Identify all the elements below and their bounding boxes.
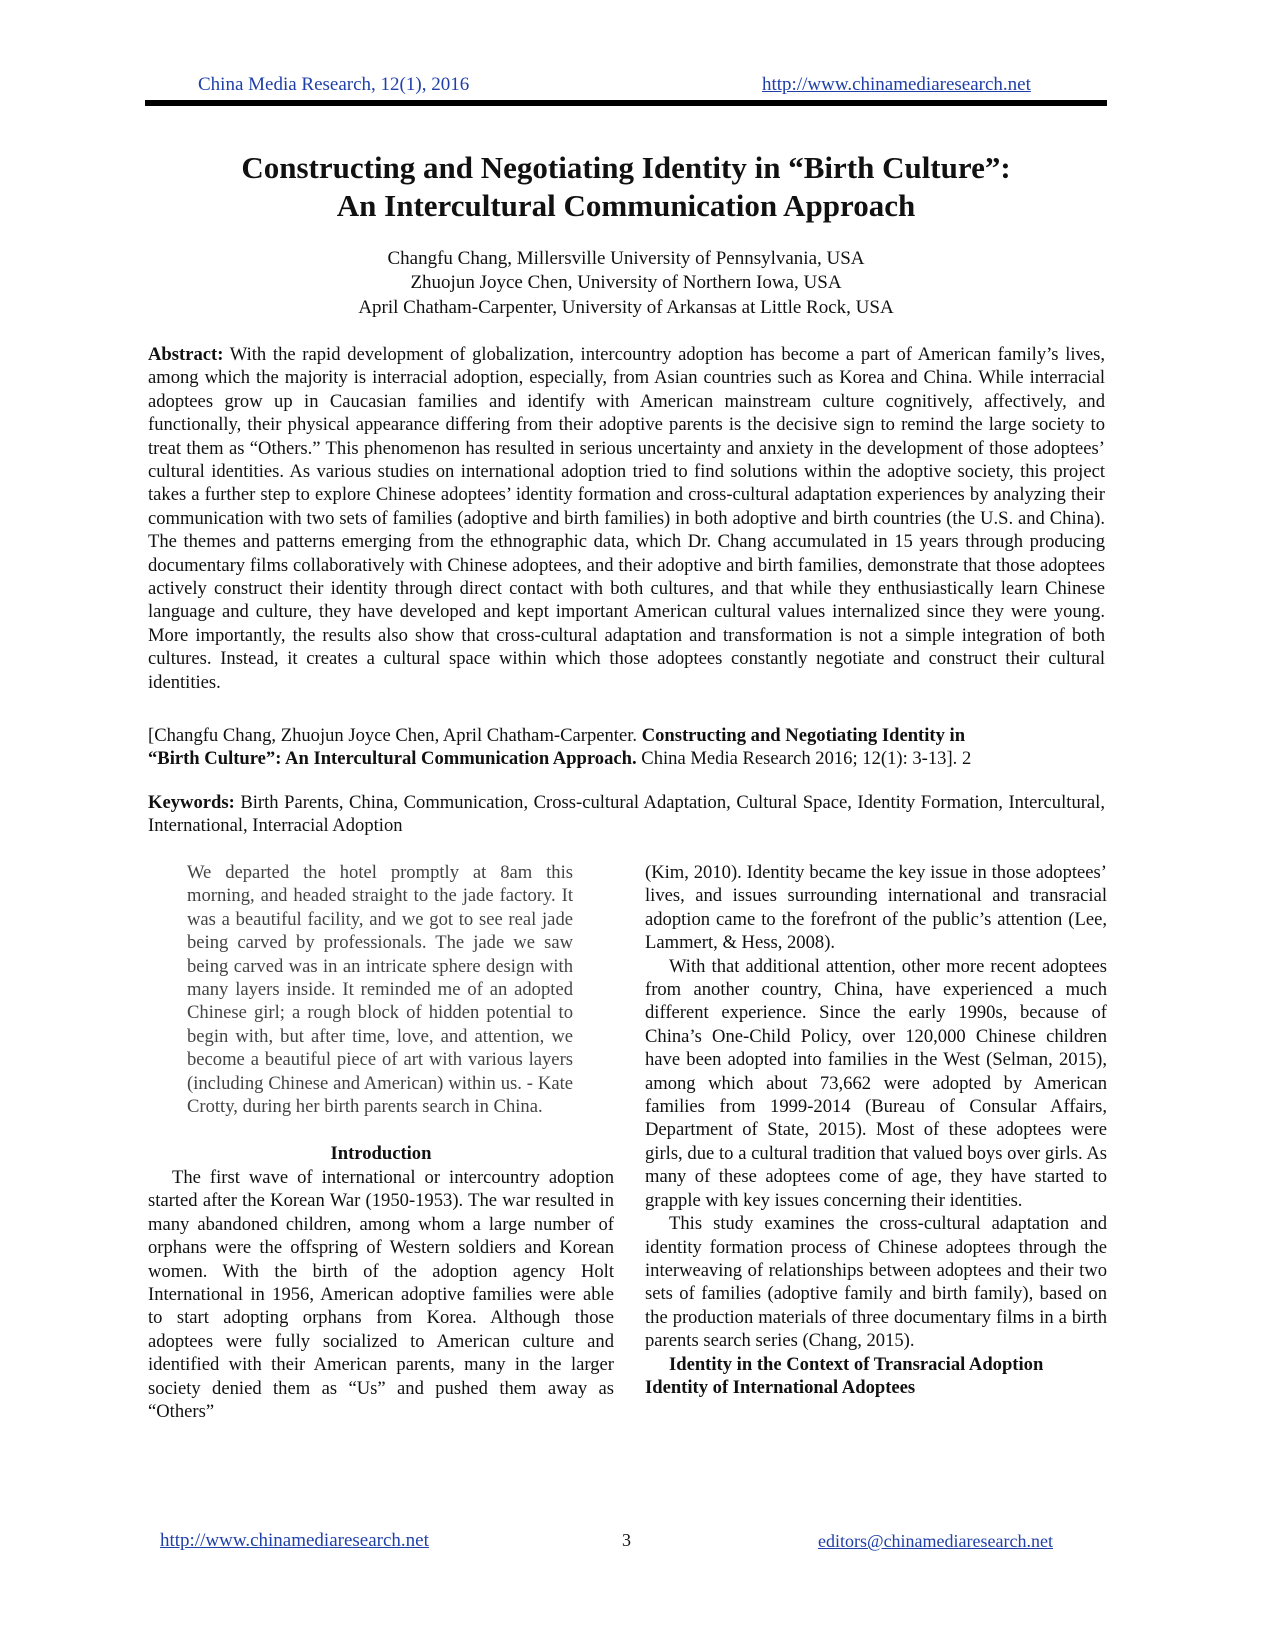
left-column [148,861,614,1423]
author-3: April Chatham-Carpenter, University of Arkansas at Little Rock, USA [358,297,894,318]
journal-header: China Media Research, 12(1), 2016 [198,74,470,95]
abstract [148,343,1105,694]
epigraph-quote: We departed the hotel promptly at 8am this morning, and headed straight to the jade factory. It was a beautiful facility, and we got to see real jade being carved by professionals. The jade we saw being carved was in an intricate sphere design with many layers inside. It reminded me of an adopted Chinese girl; a rough block of hidden potential to begin with, but after time, love, and attention, we become a beautiful piece of art with various layers (including Chinese and American) within us. - Kate Crotty, during her birth parents search in China. [187,862,573,1118]
right-paragraph-3: This study examines the cross-cultural adaptation and identity formation process of Chinese adoptees through the interweaving of relationships between adoptees and their two sets of families (adoptive family and birth family), based on the production materials of three documentary films in a birth parents search series (Chang, 2015). [645,1213,1107,1352]
citation-line2 [148,747,1105,770]
section-heading-international: Identity of International Adoptees [645,1376,916,1398]
page-number: 3 [622,1530,631,1550]
keywords-text: Birth Parents, China, Communication, Cross-cultural Adaptation, Cultural Space, Identity Formation, Intercultural, International, Interracial Adoption [148,792,1105,837]
journal-url-link[interactable]: http://www.chinamediaresearch.net [762,74,1031,95]
paper-title-line1: Constructing and Negotiating Identity in “Birth Culture”: [241,150,1011,185]
header-rule [145,100,1107,106]
right-column [645,861,1107,1399]
citation-line1 [148,724,1105,747]
citation-source: China Media Research 2016; 12(1): 3-13]. 2 [641,748,972,769]
citation-title-part2: “Birth Culture”: An Intercultural Communication Approach. [148,748,637,769]
footer-email-link[interactable]: editors@chinamediaresearch.net [818,1531,1053,1551]
abstract-text: With the rapid development of globalization, intercountry adoption has become a part of American family’s lives, among which the majority is interracial adoption, especially, from Asian countries such as Korea and China. While interracial adoptees grow up in Caucasian families and identify with American mainstream culture cognitively, affectively, and functionally, their physical appearance differing from their adoptive parents is the decisive sign to remind the large society to treat them as “Others.” This phenomenon has resulted in serious uncertainty and anxiety in the development of those adoptees’ cultural identities. As various studies on international adoption tried to find solutions within the adoptive society, this project takes a further step to explore Chinese adoptees’ identity formation and cross-cultural adaptation experiences by analyzing their communication with two sets of families (adoptive and birth families) in both adoptive and birth countries (the U.S. and China). The themes and patterns emerging from the ethnographic data, which Dr. Chang accumulated in 15 years through producing documentary films collaboratively with Chinese adoptees, and their adoptive and birth families, demonstrate that those adoptees actively construct their identity through direct contact with both cultures, and that while they enthusiastically learn Chinese language and culture, they have developed and kept important American cultural values internalized since they were young. More importantly, the results also show that cross-cultural adaptation and transformation is not a simple integration of both cultures. Instead, it creates a cultural space within which those adoptees constantly negotiate and construct their cultural identities. [148,344,1106,693]
author-1: Changfu Chang, Millersville University of Pennsylvania, USA [387,248,865,269]
keywords [148,791,1105,838]
citation-title-part1: Constructing and Negotiating Identity in [641,725,966,746]
introduction-heading: Introduction [330,1143,432,1165]
citation-authors: [Changfu Chang, Zhuojun Joyce Chen, April Chatham-Carpenter. [148,725,638,746]
right-paragraph-1: (Kim, 2010). Identity became the key issue in those adoptees’ lives, and issues surrounding international and transracial adoption came to the forefront of the public’s attention (Lee, Lammert, & Hess, 2008). [645,862,1107,954]
paper-title-line2: An Intercultural Communication Approach [336,188,916,223]
footer-url-link[interactable]: http://www.chinamediaresearch.net [160,1530,429,1551]
keywords-label: Keywords: [148,792,235,813]
introduction-paragraph: The first wave of international or intercountry adoption started after the Korean War (1950-1953). The war resulted in many abandoned children, among whom a large number of orphans were the offspring of Western soldiers and Korean women. With the birth of the adoption agency Holt International in 1956, American adoptive families were able to start adopting orphans from Korea. Although those adoptees were fully socialized to American culture and identified with their American parents, many in the larger society denied them as “Us” and pushed them away as “Others” [148,1166,614,1422]
author-2: Zhuojun Joyce Chen, University of Northern Iowa, USA [410,272,842,293]
abstract-label: Abstract: [148,344,224,365]
right-paragraph-2: With that additional attention, other more recent adoptees from another country, China, have experienced a much different experience. Since the early 1990s, because of China’s One-Child Policy, over 120,000 Chinese children have been adopted into families in the West (Selman, 2015), among which about 73,662 were adopted by American families from 1999-2014 (Bureau of Consular Affairs, Department of State, 2015). Most of these adoptees were girls, due to a cultural tradition that valued boys over girls. As many of these adoptees come of age, they have started to grapple with key issues concerning their identities. [645,955,1107,1211]
section-heading-transracial: Identity in the Context of Transracial Adoption [669,1353,1044,1375]
